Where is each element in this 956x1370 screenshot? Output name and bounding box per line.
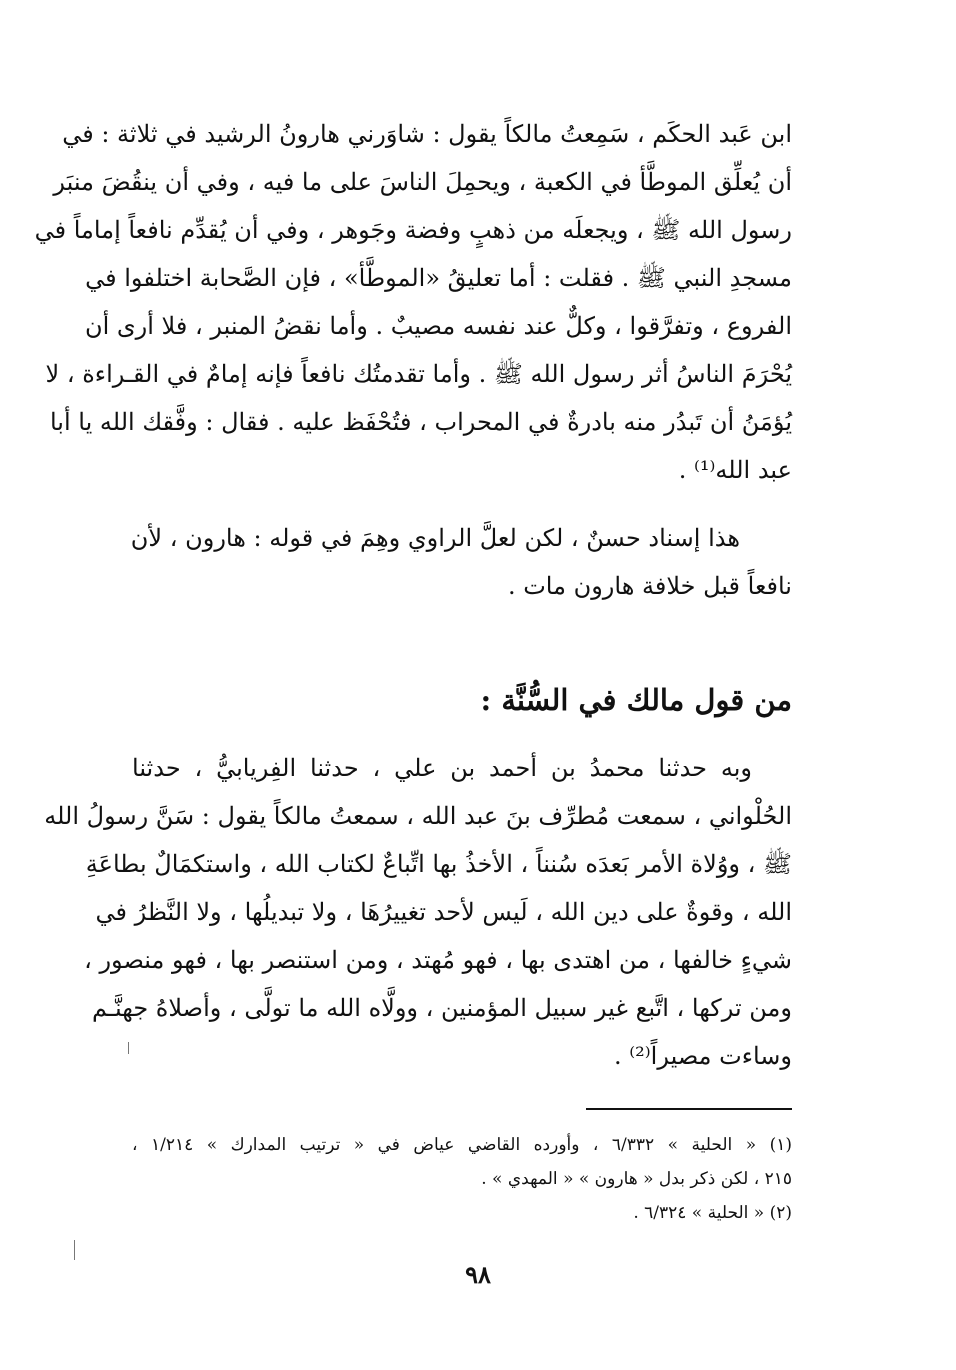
text-line: ﷺ ، ووُلاة الأمر بَعدَه سُنناً ، الأخذُ بها اتِّباعٌ لكتاب الله ، واستكمَالٌ بطاعَةِ (85, 850, 792, 878)
text-line: نافعاً قبل خلافة هارون مات . (507, 572, 792, 600)
text-line: يُحْرَمَ الناسُ أثر رسول الله ﷺ . وأما تقدمتُك نافعاً فإنه إمامٌ في القـراءة ، لا (45, 360, 792, 388)
text-line: وبه حدثنا محمدُ بن أحمد بن علي ، حدثنا الفِريابيُّ ، حدثنا (132, 754, 752, 782)
text-line: وساءت مصيراً⁽²⁾ . (613, 1042, 792, 1070)
scan-artifact (74, 1240, 75, 1260)
text-line: شيءٍ خالفها ، من اهتدى بها ، فهو مُهتد ، ومن استنصر بها ، فهو منصور ، (84, 946, 792, 974)
footnote-line: ٢١٥ ، لكن ذكر بدل « هارون » « المهدي » . (481, 1169, 792, 1189)
text-line: الفروع ، وتفرَّقوا ، وكلٌّ عند نفسه مصيبٌ . وأما نقضُ المنبر ، فلا أرى أن (84, 312, 792, 340)
text-line: الله ، وقوةٌ على دين الله ، لَيس لأحد تغييرُهَا ، ولا تبديلُها ، ولا النَّظرُ في (95, 898, 792, 926)
page-number: ٩٨ (465, 1260, 491, 1289)
footnote-line: (١) « الحلية » ٦/٣٣٢ ، وأورده القاضي عياض في « ترتيب المدارك » ١/٢١٤ ، (132, 1135, 792, 1155)
text-line: مسجدِ النبي ﷺ . فقلت : أما تعليقُ «الموطَّأ» ، فإن الصَّحابة اختلفوا في (85, 264, 792, 292)
text-line: يُؤمَنُ أن تَبدُر منه بادرةٌ في المحراب ، فتُحْفَظ عليه . فقال : وفَّقك الله يا أبا (49, 408, 792, 436)
text-line: ومن تركها ، اتَّبع غير سبيل المؤمنين ، وولَّاه الله ما تولَّى ، وأصلاهُ جهنَّـم (92, 994, 792, 1022)
footnote-line: (٢) « الحلية » ٦/٣٢٤ . (633, 1203, 792, 1223)
text-line: عبد الله⁽¹⁾ . (678, 456, 792, 484)
text-line: الحُلْواني ، سمعت مُطرِّف بنَ عبد الله ، سمعتُ مالكاً يقول : سَنَّ رسولُ الله (44, 802, 792, 830)
text-line: أن يُعلِّق الموطَّأ في الكعبة ، ويحمِلَ الناسَ على ما فيه ، وفي أن ينقُضَ منبَر (53, 168, 792, 196)
footnote-separator (586, 1108, 792, 1110)
text-line: ابن عَبد الحكَم ، سَمِعتُ مالكاً يقول : شاوَرني هارونُ الرشيد في ثلاثة : في (62, 120, 792, 148)
scan-artifact (128, 1042, 129, 1054)
text-line: رسول الله ﷺ ، ويجعلَه من ذهبٍ وفضة وجَوهر ، وفي أن يُقدِّم نافعاً إماماً في (34, 216, 792, 244)
text-line: هذا إسناد حسنٌ ، لكن لعلَّ الراوي وهِمَ في قوله : هارون ، لأن (130, 524, 740, 552)
section-heading: من قول مالك في السُّنَّة : (480, 683, 792, 717)
